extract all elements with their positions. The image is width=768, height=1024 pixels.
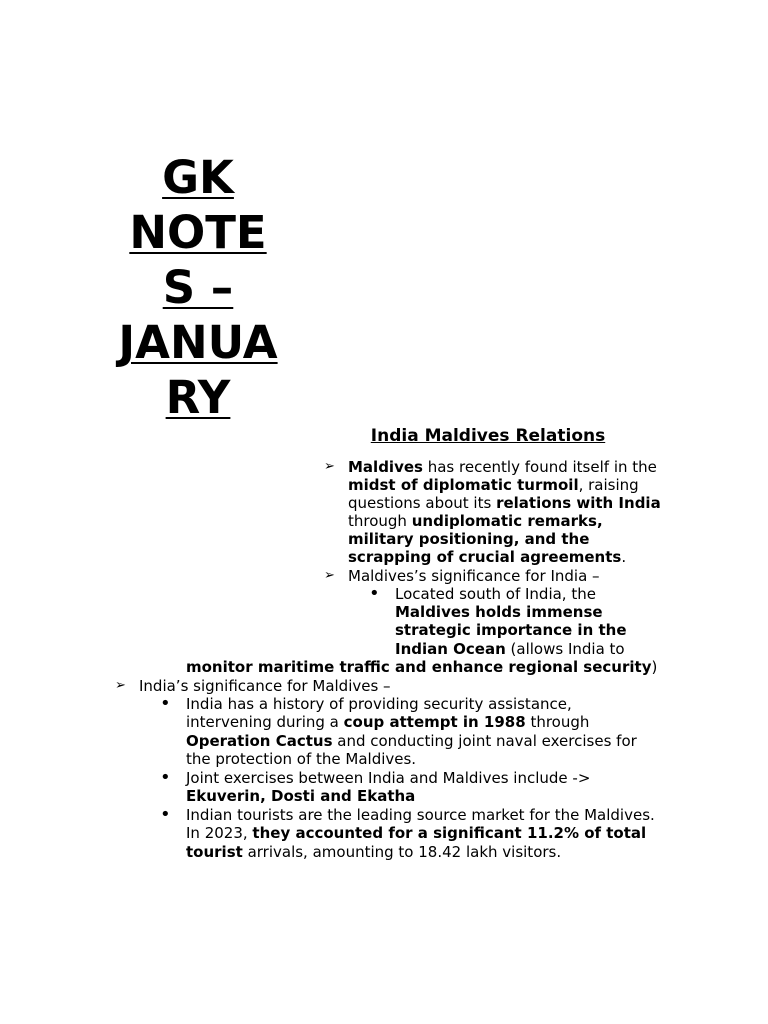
- arrow-bullet-icon: ➢: [324, 568, 335, 583]
- title-line: RY: [165, 371, 231, 424]
- page-title: [96, 150, 300, 425]
- bullet-line: Maldives has recently found itself in the: [348, 458, 657, 476]
- bullet-line: Joint exercises between India and Maldives include ->: [186, 769, 591, 787]
- bullet-line: India has a history of providing security assistance,: [186, 695, 572, 713]
- bullet-line: Indian tourists are the leading source market for the Maldives.: [186, 806, 655, 824]
- bullet-line: military positioning, and the: [348, 530, 590, 548]
- bullet-line: scrapping of crucial agreements.: [348, 548, 627, 566]
- title-line: S –: [162, 261, 234, 314]
- dot-bullet-icon: •: [160, 767, 171, 788]
- bullet-line: India’s significance for Maldives –: [139, 677, 391, 695]
- bullet-line: tourist arrivals, amounting to 18.42 lakh visitors.: [186, 843, 562, 861]
- bullet-line: In 2023, they accounted for a significant 11.2% of total: [186, 824, 647, 842]
- title-line: JANUA: [118, 316, 278, 369]
- title-line: NOTE: [129, 206, 267, 259]
- bullet-line: Ekuverin, Dosti and Ekatha: [186, 787, 416, 805]
- bullet-line: intervening during a coup attempt in 1988 through: [186, 713, 590, 731]
- bullet-line: strategic importance in the: [395, 621, 627, 639]
- section-heading: India Maldives Relations: [370, 426, 606, 446]
- bullet-line: through undiplomatic remarks,: [348, 512, 603, 530]
- bullet-line: Located south of India, the: [395, 585, 596, 603]
- bullet-line: the protection of the Maldives.: [186, 750, 417, 768]
- dot-bullet-icon: •: [160, 693, 171, 714]
- bullet-line: Maldives’s significance for India –: [348, 567, 600, 585]
- arrow-bullet-icon: ➢: [115, 678, 126, 693]
- bullet-line: Maldives holds immense: [395, 603, 603, 621]
- bullet-line: Indian Ocean (allows India to: [395, 640, 625, 658]
- dot-bullet-icon: •: [369, 583, 380, 604]
- dot-bullet-icon: •: [160, 804, 171, 825]
- title-line: GK: [162, 151, 234, 204]
- bullet-line: midst of diplomatic turmoil, raising: [348, 476, 639, 494]
- arrow-bullet-icon: ➢: [324, 459, 335, 474]
- bullet-line: Operation Cactus and conducting joint naval exercises for: [186, 732, 637, 750]
- bullet-line: questions about its relations with India: [348, 494, 661, 512]
- bullet-line: monitor maritime traffic and enhance regional security): [186, 658, 658, 676]
